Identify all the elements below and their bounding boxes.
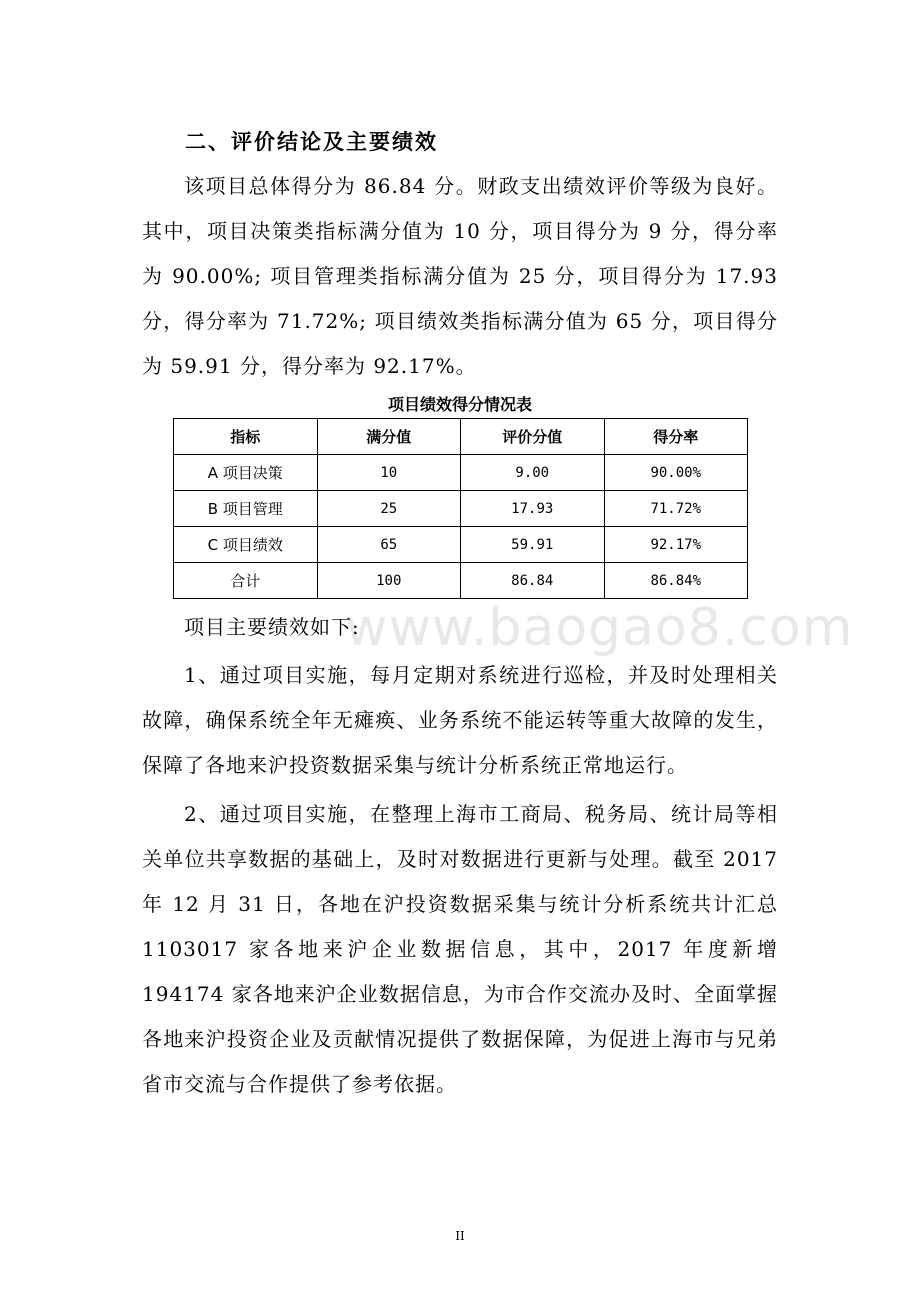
table-row-total (174, 563, 748, 599)
cell-eval-score: 9.00 (461, 455, 605, 491)
cell-full-score: 10 (317, 455, 461, 491)
header-full-score: 满分值 (317, 419, 461, 455)
performance-item-2: 2、通过项目实施，在整理上海市工商局、税务局、统计局等相关单位共享数据的基础上，及时对数据进行更新与处理。截至 2017 年 12 月 31 日，各地在沪投资数据采集与统计分析系统共计汇总 1103017 家各地来沪企业数据信息，其中，2017 年度新增 194174 家各地来沪企业数据信息，为市合作交流办及时、全面掌握各地来沪投资企业及贡献情况提供了数据保障，为促进上海市与兄弟省市交流与合作提供了参考依据。 (142, 802, 778, 1096)
cell-indicator: C 项目绩效 (174, 527, 318, 563)
cell-eval-score: 59.91 (461, 527, 605, 563)
watermark: www.baogao8.com (345, 598, 854, 658)
cell-eval-score: 86.84 (461, 563, 605, 599)
header-score-rate: 得分率 (604, 419, 748, 455)
table-row (174, 491, 748, 527)
score-table (173, 418, 748, 599)
cell-score-rate: 92.17% (604, 527, 748, 563)
page-number: II (455, 1229, 465, 1243)
section-heading: 二、评价结论及主要绩效 (185, 130, 438, 154)
performance-item-1: 1、通过项目实施，每月定期对系统进行巡检，并及时处理相关故障，确保系统全年无瘫痪、业务系统不能运转等重大故障的发生，保障了各地来沪投资数据采集与统计分析系统正常地运行。 (142, 663, 778, 777)
cell-full-score: 100 (317, 563, 461, 599)
performance-intro: 项目主要绩效如下: (184, 615, 360, 639)
table-header-row (174, 419, 748, 455)
table-row (174, 455, 748, 491)
summary-paragraph: 该项目总体得分为 86.84 分。财政支出绩效评价等级为良好。其中，项目决策类指标满分值为 10 分，项目得分为 9 分，得分率为 90.00%; 项目管理类指标满分值为 25 分，项目得分为 17.93 分，得分率为 71.72%; 项目绩效类指标满分值为 65 分，项目得分为 59.91 分，得分率为 92.17%。 (142, 174, 778, 378)
table-row (174, 527, 748, 563)
cell-score-rate: 86.84% (604, 563, 748, 599)
header-indicator: 指标 (174, 419, 318, 455)
cell-score-rate: 90.00% (604, 455, 748, 491)
cell-full-score: 65 (317, 527, 461, 563)
cell-indicator: 合计 (174, 563, 318, 599)
cell-indicator: B 项目管理 (174, 491, 318, 527)
cell-full-score: 25 (317, 491, 461, 527)
cell-eval-score: 17.93 (461, 491, 605, 527)
cell-score-rate: 71.72% (604, 491, 748, 527)
table-caption: 项目绩效得分情况表 (387, 395, 532, 414)
header-eval-score: 评价分值 (461, 419, 605, 455)
cell-indicator: A 项目决策 (174, 455, 318, 491)
